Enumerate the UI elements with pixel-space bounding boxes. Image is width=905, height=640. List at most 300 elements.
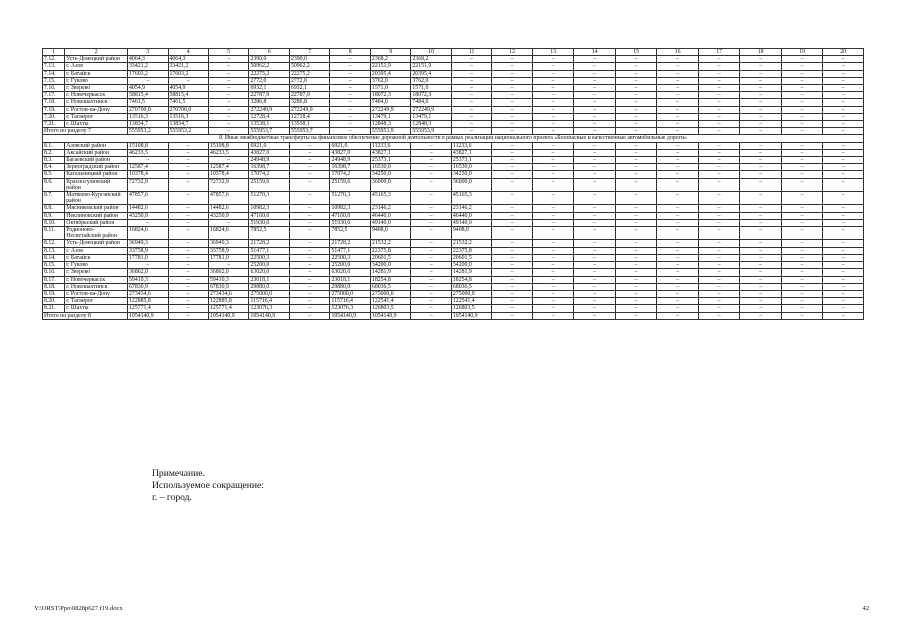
table-cell: 50962,2 [289,63,329,70]
table-row [43,171,864,178]
table-cell: 17603,2 [168,70,208,77]
table-cell: 25373,1 [451,157,491,164]
table-cell: 17074,2 [330,171,370,178]
table-cell: – [657,99,699,106]
table-cell: 33758,9 [208,247,248,254]
table-cell: – [740,106,782,113]
table-cell: – [330,128,370,135]
table-cell: – [615,283,657,290]
table-cell: – [574,63,616,70]
table-row [43,240,864,247]
table-cell: – [615,106,657,113]
table-cell: – [574,254,616,261]
table-cell: – [615,212,657,219]
table-cell: – [657,276,699,283]
table-row [43,219,864,226]
table-cell: 49140,0 [451,219,491,226]
table-cell: 47857,6 [208,192,248,205]
table-cell: 3762,0 [370,77,410,84]
table-cell: г. Таганрог [65,298,128,305]
table-cell: – [657,92,699,99]
table-cell: 22151,9 [411,63,451,70]
table-cell: – [289,192,329,205]
table-cell: – [781,106,823,113]
table-cell: г. Азов [65,247,128,254]
table-cell: 7 [289,49,329,56]
table-cell: – [128,219,168,226]
table-cell: 8 [330,49,370,56]
page-number: 42 [862,605,869,612]
table-cell: 13516,3 [128,113,168,120]
table-cell: 2772,0 [249,77,289,84]
table-cell: 25159,6 [249,178,289,191]
note-title: Примечание. [152,468,205,479]
table-cell: – [698,99,740,106]
table-cell: – [615,99,657,106]
table-cell: 6921,0 [249,142,289,149]
table-cell: – [168,269,208,276]
table-cell: – [574,305,616,312]
table-cell: 20601,5 [370,254,410,261]
table-cell: – [411,262,451,269]
table-cell: 22275,2 [249,70,289,77]
table-cell: 115716,4 [249,298,289,305]
table-cell: 20395,4 [411,70,451,77]
table-cell: – [740,192,782,205]
table-row [43,63,864,70]
table-cell: 8.3. [43,157,65,164]
table-cell: 24948,9 [249,157,289,164]
table-cell: 8.21. [43,305,65,312]
table-cell: – [615,254,657,261]
table-cell: – [781,192,823,205]
table-row [43,212,864,219]
table-cell: – [574,70,616,77]
table-cell: – [657,205,699,212]
table-cell: – [574,121,616,128]
table-cell: – [289,283,329,290]
table-row [43,276,864,283]
table-cell: – [492,178,532,191]
table-row [43,113,864,120]
table-cell: – [492,219,532,226]
table-cell: 10982,3 [249,205,289,212]
table-cell: – [781,128,823,135]
table-cell: – [411,305,451,312]
table-cell: Зерноградский район [65,164,128,171]
section-8-title: 8. Иные межбюджетные трансферты на финансовое обеспечение дорожной деятельности в рамках реализации национального проекта «Безопасные и качественные автомобильные дороги» [43,135,864,142]
table-cell: 8.5. [43,171,65,178]
table-cell: – [657,212,699,219]
table-cell: 51270,3 [249,192,289,205]
table-cell: 20601,5 [451,254,491,261]
table-cell: – [781,70,823,77]
table-cell: – [451,56,491,63]
table-cell: – [781,269,823,276]
table-cell: – [411,312,451,319]
table-cell: 1054140,9 [208,312,248,319]
table-cell: – [574,85,616,92]
table-cell: – [451,77,491,84]
table-cell: – [289,276,329,283]
table-cell: – [492,171,532,178]
table-cell: – [615,205,657,212]
table-cell: 36949,3 [128,240,168,247]
table-cell: – [698,149,740,156]
table-cell: 7484,0 [370,99,410,106]
table-row [43,77,864,84]
table-cell: 555953,9 [411,128,451,135]
table-cell: – [698,113,740,120]
table-cell: 21728,2 [249,240,289,247]
table-cell: – [698,240,740,247]
table-cell: 13834,7 [168,121,208,128]
table-cell: – [492,247,532,254]
table-cell: – [823,254,864,261]
table-cell: – [168,212,208,219]
table-cell: – [289,254,329,261]
table-cell: 50962,2 [249,63,289,70]
table-cell: – [574,247,616,254]
table-cell: – [657,149,699,156]
table-cell: 555953,2 [128,128,168,135]
table-cell: 5 [208,49,248,56]
table-cell: – [698,254,740,261]
table-cell: – [698,283,740,290]
table-cell: – [698,142,740,149]
table-cell: – [128,262,168,269]
table-row [43,192,864,205]
table-cell: 46440,0 [370,212,410,219]
table-cell: 115716,4 [330,298,370,305]
table-cell: – [289,149,329,156]
table-cell: – [781,247,823,254]
table-cell: – [740,164,782,171]
table-cell: – [615,121,657,128]
table-cell: – [615,227,657,240]
table-cell: – [411,212,451,219]
table-cell: – [657,312,699,319]
table-cell: – [574,227,616,240]
table-cell: г. Батайск [65,254,128,261]
table-cell: – [823,85,864,92]
table-cell: – [532,269,574,276]
table-cell: 6 [249,49,289,56]
table-cell: – [492,149,532,156]
table-cell: – [574,205,616,212]
table-cell: – [289,205,329,212]
table-cell: – [698,212,740,219]
table-cell: 8.18. [43,283,65,290]
table-cell: 8.11. [43,227,65,240]
table-cell: 58815,4 [128,92,168,99]
table-cell: – [492,262,532,269]
table-cell: – [823,157,864,164]
table-cell: – [289,290,329,297]
table-cell: – [411,171,451,178]
table-cell: – [168,247,208,254]
table-cell: – [657,262,699,269]
table-cell: – [698,247,740,254]
table-cell: – [411,178,451,191]
table-cell: – [492,269,532,276]
table-cell: – [823,63,864,70]
table-cell: 34250,0 [370,171,410,178]
table-cell: – [740,70,782,77]
table-cell: – [740,312,782,319]
table-cell: – [698,269,740,276]
table-cell: 34250,0 [451,171,491,178]
table-cell: – [823,227,864,240]
table-cell: 45165,3 [451,192,491,205]
table-cell: 25373,1 [370,157,410,164]
table-cell: 34200,0 [370,262,410,269]
table-cell: – [451,113,491,120]
table-cell: – [657,290,699,297]
table-cell: 21532,2 [370,240,410,247]
table-cell: 12728,4 [249,113,289,120]
table-cell: – [411,254,451,261]
table-cell: – [411,240,451,247]
table-cell: 13538,1 [289,121,329,128]
table-cell: 16 [657,49,699,56]
table-cell: Кагальницкий район [65,171,128,178]
table-row [43,85,864,92]
table-cell: – [330,63,370,70]
table-cell: – [781,283,823,290]
table-cell: – [330,106,370,113]
table-cell: – [492,305,532,312]
table-cell: – [532,240,574,247]
table-cell: 6932,1 [289,85,329,92]
table-cell: г. Зверево [65,269,128,276]
table-cell: 12587,4 [128,164,168,171]
table-cell: Аксайский район [65,149,128,156]
table-cell: – [492,77,532,84]
table-cell: – [615,142,657,149]
table-cell: – [781,227,823,240]
table-cell: 43827,0 [249,149,289,156]
table-row [43,269,864,276]
table-cell: 4 [168,49,208,56]
table-cell: 1571,0 [411,85,451,92]
table-cell: 272249,9 [249,106,289,113]
table-cell: 126803,5 [370,305,410,312]
table-cell: – [532,276,574,283]
table-cell: 23146,2 [451,205,491,212]
table-cell: – [781,171,823,178]
table-cell: г. Новошахтинск [65,283,128,290]
table-cell: 1571,0 [370,85,410,92]
table-cell: – [781,240,823,247]
table-cell: – [168,171,208,178]
table-cell: – [657,56,699,63]
table-cell: 122885,8 [208,298,248,305]
table-cell: – [574,276,616,283]
table-cell: – [698,227,740,240]
table-cell: – [574,240,616,247]
table-cell: – [657,227,699,240]
table-cell: – [698,92,740,99]
table-cell: 12 [492,49,532,56]
table-cell: – [740,121,782,128]
table-cell: – [168,142,208,149]
table-cell: – [532,121,574,128]
table-cell: – [532,149,574,156]
table-cell: – [208,70,248,77]
table-cell: – [574,192,616,205]
table-cell: – [823,149,864,156]
table-cell: 8.13. [43,247,65,254]
table-cell: 122541,4 [370,298,410,305]
table-cell: 18254,8 [451,276,491,283]
table-cell: – [740,219,782,226]
table-cell: 3 [128,49,168,56]
table-cell: 13 [532,49,574,56]
table-cell: – [615,290,657,297]
table-row [43,205,864,212]
table-cell: – [615,157,657,164]
table-cell: – [532,142,574,149]
table-cell: 10378,4 [208,171,248,178]
table-cell: 20395,4 [370,70,410,77]
table-cell: – [574,312,616,319]
table-cell: 13538,1 [249,121,289,128]
table-cell: 17781,0 [128,254,168,261]
table-cell: – [411,276,451,283]
table-cell: 1054140,9 [370,312,410,319]
table-cell: – [492,128,532,135]
table-cell: – [615,149,657,156]
table-cell: 7484,0 [411,99,451,106]
table-cell: – [208,63,248,70]
table-cell: – [532,77,574,84]
table-cell: – [615,178,657,191]
table-cell: – [289,212,329,219]
table-cell: – [492,298,532,305]
table-cell: – [492,254,532,261]
table-cell: Усть-Донецкий район [65,56,128,63]
table-cell: – [740,262,782,269]
table-cell: – [740,157,782,164]
table-cell: – [698,276,740,283]
table-cell: 7461,5 [128,99,168,106]
table-cell: 8.10. [43,219,65,226]
table-cell: – [740,269,782,276]
table-cell: – [740,212,782,219]
table-cell: – [411,269,451,276]
table-cell: – [492,106,532,113]
table-cell: 20 [823,49,864,56]
table-cell: 12587,4 [208,164,248,171]
table-cell: 49140,0 [370,219,410,226]
table-row [43,142,864,149]
table-cell: – [823,164,864,171]
table-cell: 47160,0 [330,212,370,219]
table-cell: 122885,8 [128,298,168,305]
table-cell: 8.4. [43,164,65,171]
table-cell: – [574,106,616,113]
table-cell: г. Ростов-на-Дону [65,290,128,297]
table-cell: 25200,0 [249,262,289,269]
table-cell: 36000,0 [451,178,491,191]
table-cell: 51270,3 [330,192,370,205]
table-cell: 14482,6 [208,205,248,212]
table-cell: – [740,99,782,106]
table-cell: 273434,6 [128,290,168,297]
table-cell: – [740,247,782,254]
table-cell: – [411,227,451,240]
table-cell: – [574,149,616,156]
table-cell: – [698,121,740,128]
table-cell: – [411,247,451,254]
table-cell: 24948,9 [330,157,370,164]
table-cell: – [492,70,532,77]
table-cell: – [451,128,491,135]
table-cell: 555953,9 [370,128,410,135]
table-cell: – [823,276,864,283]
table-cell: – [492,240,532,247]
table-cell: 43250,9 [128,212,168,219]
table-cell: – [740,171,782,178]
table-cell: 1054140,9 [330,312,370,319]
table-cell: – [411,142,451,149]
table-cell: – [574,56,616,63]
table-cell: 14281,9 [451,269,491,276]
table-cell: 555953,7 [249,128,289,135]
table-cell: – [208,157,248,164]
table-cell: – [740,227,782,240]
table-cell: – [740,305,782,312]
table-cell: – [740,254,782,261]
table-cell: 270700,0 [128,106,168,113]
table-cell: 1054140,9 [128,312,168,319]
table-cell: – [330,77,370,84]
table-cell: Усть-Донецкий район [65,240,128,247]
table-cell: г. Гуково [65,77,128,84]
table-cell: – [574,99,616,106]
table-cell: 8.19. [43,290,65,297]
table-cell: – [615,113,657,120]
table-cell: 22151,9 [370,63,410,70]
table-cell: 8.7. [43,192,65,205]
table-cell: 22375,8 [370,247,410,254]
table-cell: – [781,157,823,164]
table-cell: 7.18. [43,99,65,106]
table-cell: – [532,178,574,191]
table-cell: – [168,240,208,247]
table-cell: – [574,269,616,276]
table-cell: – [289,269,329,276]
table-cell: – [574,113,616,120]
table-cell: – [781,92,823,99]
table-cell: – [740,178,782,191]
table-cell: 8.6. [43,178,65,191]
table-cell: Багаевский район [65,157,128,164]
table-cell: – [168,276,208,283]
table-cell: 33421,2 [168,63,208,70]
table-cell: – [657,283,699,290]
table-cell: – [740,149,782,156]
table-cell: 8.15. [43,262,65,269]
table-cell: 8.20. [43,298,65,305]
table-cell: – [740,56,782,63]
table-cell: – [411,283,451,290]
table-cell: – [657,305,699,312]
table-cell: – [128,157,168,164]
table-cell: – [574,178,616,191]
table-row [43,164,864,171]
